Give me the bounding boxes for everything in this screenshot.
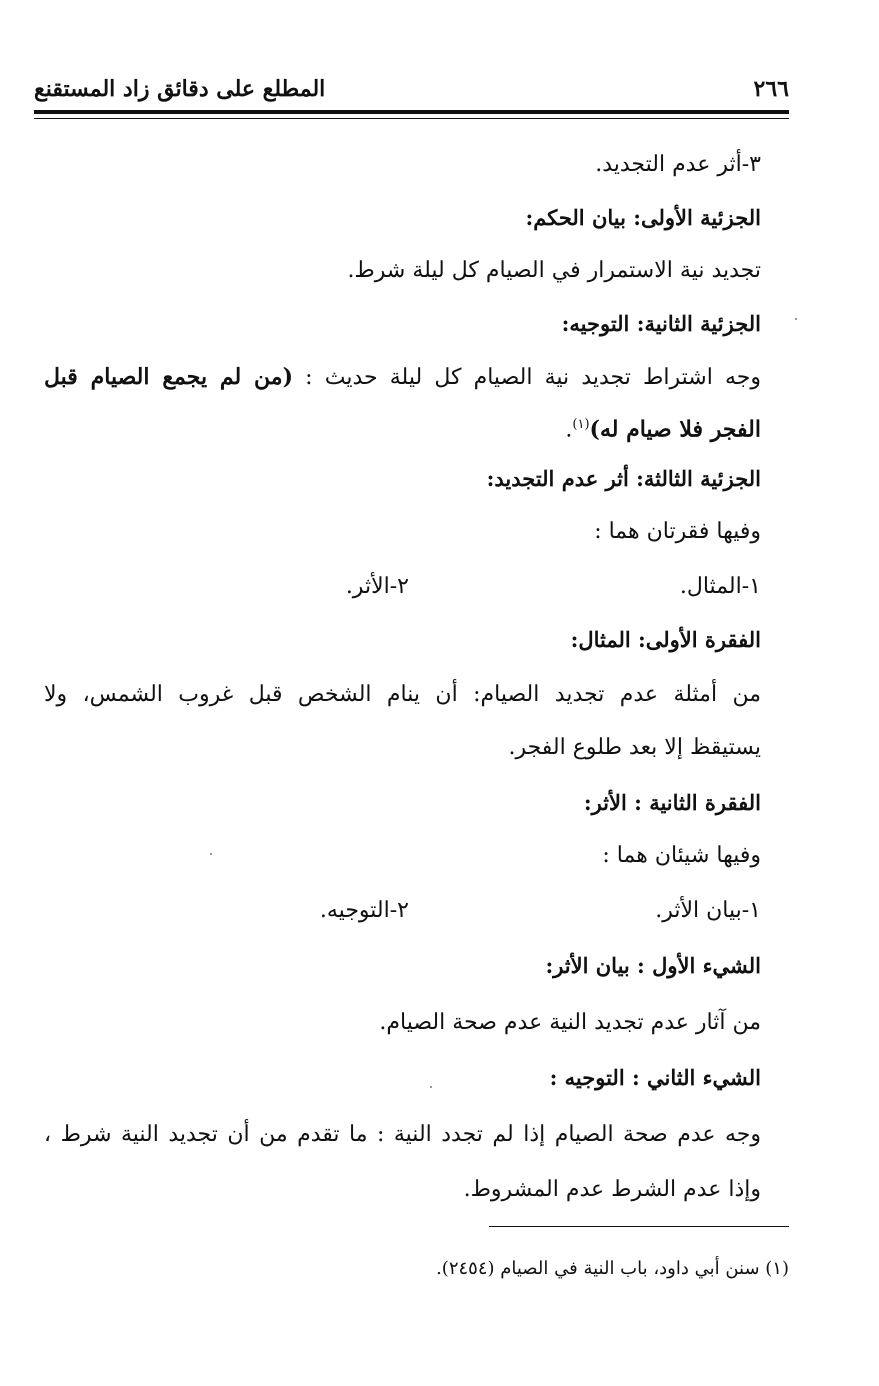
scan-speck xyxy=(430,1086,432,1088)
page-number: ٢٦٦ xyxy=(753,76,789,102)
hadith-quote-end: الفجر فلا صيام له) xyxy=(589,416,761,443)
justification-text-line1 xyxy=(44,362,761,393)
page-header xyxy=(34,72,789,112)
paragraph-item-example: ١-المثال. xyxy=(679,574,761,599)
book-title: المطلع على دقائق زاد المستقنع xyxy=(34,76,326,102)
things-intro: وفيها شيئان هما : xyxy=(602,843,761,868)
sentence-end: . xyxy=(565,417,573,443)
effect-text: من آثار عدم تجديد النية عدم صحة الصيام. xyxy=(379,1010,761,1035)
footnote-marker: (١) xyxy=(572,417,590,432)
section-heading-effect: الجزئية الثالثة: أثر عدم التجديد: xyxy=(486,466,761,491)
ruling-text: تجديد نية الاستمرار في الصيام كل ليلة شرط. xyxy=(347,258,761,283)
header-rule-thick xyxy=(34,110,789,114)
scan-speck xyxy=(210,853,212,855)
list-item-3: ٣-أثر عدم التجديد. xyxy=(595,152,761,177)
paragraph-heading-example: الفقرة الأولى: المثال: xyxy=(570,627,761,652)
section-heading-ruling: الجزئية الأولى: بيان الحكم: xyxy=(525,205,761,230)
footnote: (١) سنن أبي داود، باب النية في الصيام (٢٤٥٤). xyxy=(436,1258,789,1279)
scan-speck xyxy=(795,318,797,320)
example-text-line1: من أمثلة عدم تجديد الصيام: أن ينام الشخص قبل غروب الشمس، ولا xyxy=(44,682,761,707)
justification-final-line1: وجه عدم صحة الصيام إذا لم تجدد النية : ما تقدم من أن تجديد النية شرط ، xyxy=(44,1122,761,1147)
justification-text-plain: وجه اشتراط تجديد نية الصيام كل ليلة حديث : xyxy=(305,365,761,390)
justification-final-line2: وإذا عدم الشرط عدم المشروط. xyxy=(463,1177,761,1202)
hadith-quote-start: (من لم يجمع الصيام قبل xyxy=(44,364,293,390)
footnote-separator xyxy=(489,1226,789,1227)
section-heading-justification: الجزئية الثانية: التوجيه: xyxy=(561,311,761,336)
thing-heading-effect: الشيء الأول : بيان الأثر: xyxy=(545,953,761,978)
paragraph-item-effect: ٢-الأثر. xyxy=(345,574,409,599)
paragraph-heading-effect: الفقرة الثانية : الأثر: xyxy=(583,790,761,815)
example-text-line2: يستيقظ إلا بعد طلوع الفجر. xyxy=(508,735,761,760)
thing-item-effect: ١-بيان الأثر. xyxy=(655,898,761,923)
paragraphs-intro: وفيها فقرتان هما : xyxy=(594,519,761,544)
header-rule-thin xyxy=(34,118,789,119)
justification-text-line2 xyxy=(40,410,761,445)
thing-heading-justification: الشيء الثاني : التوجيه : xyxy=(549,1065,761,1090)
thing-item-justification: ٢-التوجيه. xyxy=(319,898,409,923)
